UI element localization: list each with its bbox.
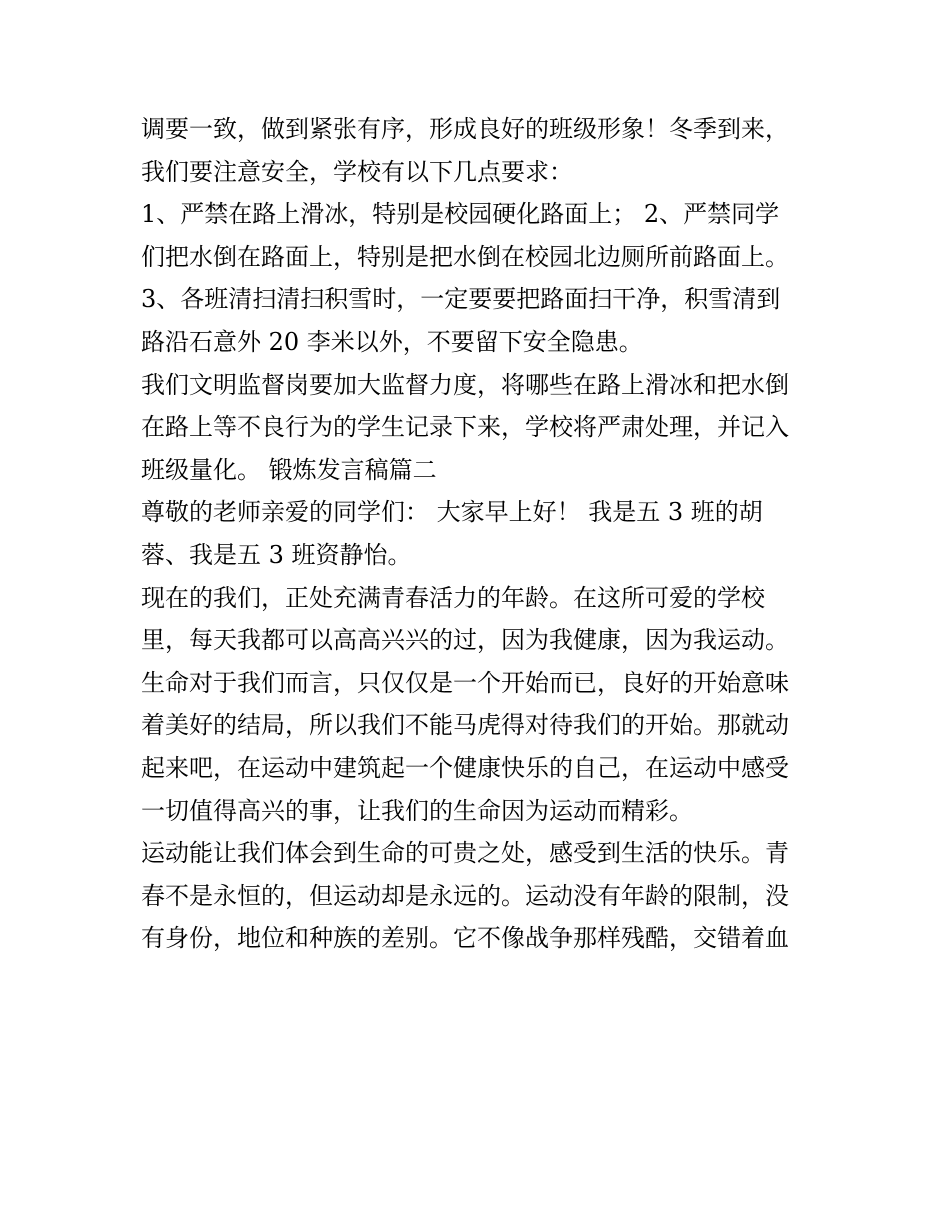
text-line: 蓉、我是五 3 班资静怡。 [141,540,412,569]
text-line: 路沿石意外 20 李米以外，不要留下安全隐患。 [141,327,643,356]
text-line: 我们文明监督岗要加大监督力度，将哪些在路上滑冰和把水倒 [141,370,789,399]
text-line: 尊敬的老师亲爱的同学们： 大家早上好！ 我是五 3 班的胡 [141,498,763,527]
text-line: 们把水倒在路面上，特别是把水倒在校园北边厕所前路面上。 [141,242,789,271]
document-body [141,108,831,960]
text-line: 我们要注意安全，学校有以下几点要求： [141,157,573,186]
text-line: 在路上等不良行为的学生记录下来，学校将严肃处理，并记入 [141,413,789,442]
text-line: 调要一致，做到紧张有序，形成良好的班级形象！冬季到来， [141,115,789,143]
text-line: 运动能让我们体会到生命的可贵之处，感受到生活的快乐。青 [141,839,789,868]
text-line: 一切值得高兴的事，让我们的生命因为运动而精彩。 [141,796,693,825]
text-line: 起来吧，在运动中建筑起一个健康快乐的自己，在运动中感受 [141,753,789,782]
text-line: 着美好的结局，所以我们不能马虎得对待我们的开始。那就动 [141,711,789,740]
text-line: 3、各班清扫清扫积雪时，一定要要把路面扫干净，积雪清到 [141,285,781,314]
text-line: 1、严禁在路上滑冰，特别是校园硬化路面上； 2、严禁同学 [141,200,780,229]
text-line: 班级量化。 锻炼发言稿篇二 [141,455,437,484]
text-line: 里，每天我都可以高高兴兴的过，因为我健康，因为我运动。 [141,626,789,655]
text-line: 现在的我们，正处充满青春活力的年龄。在这所可爱的学校 [141,583,765,612]
text-line: 生命对于我们而言，只仅仅是一个开始而已，良好的开始意味 [141,668,789,697]
text-line: 有身份，地位和种族的差别。它不像战争那样残酷，交错着血 [141,924,789,953]
text-line: 春不是永恒的，但运动却是永远的。运动没有年龄的限制，没 [141,881,789,910]
